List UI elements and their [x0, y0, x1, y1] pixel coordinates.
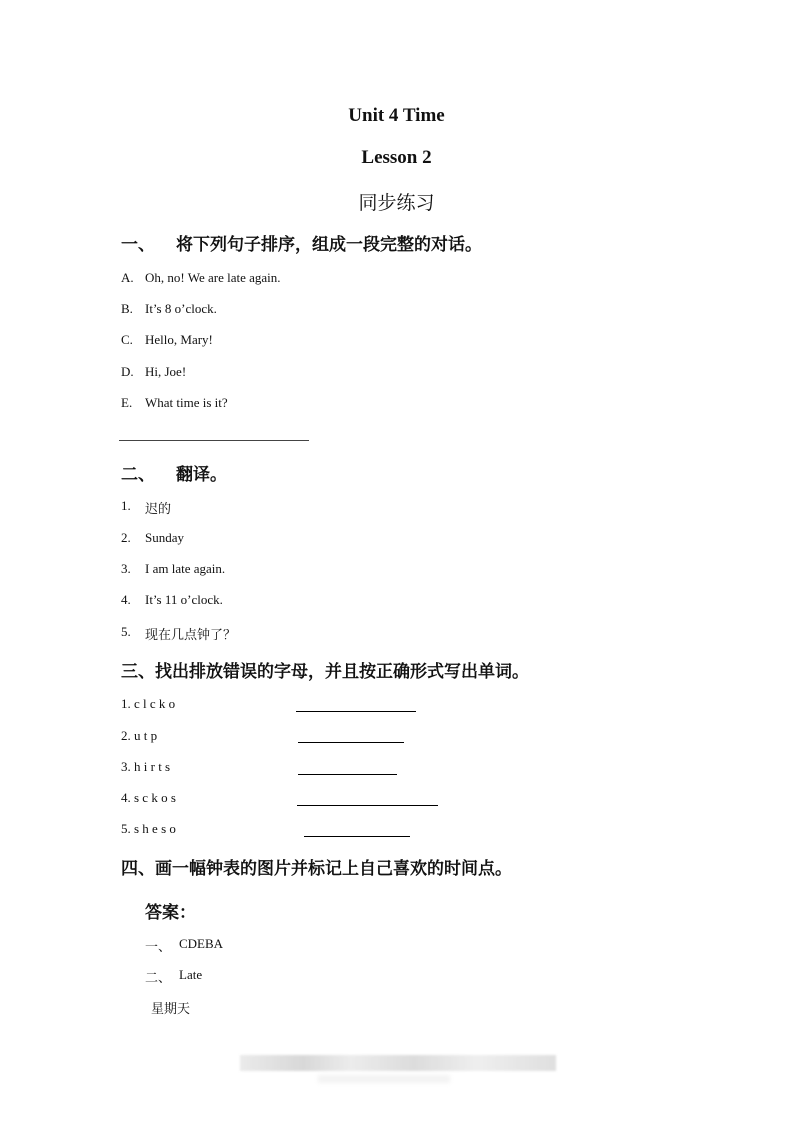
- page-subtitle: 同步练习: [358, 192, 435, 214]
- answers-heading: 答案：: [145, 903, 196, 923]
- answer-line: [145, 936, 224, 955]
- item-label: D.: [121, 364, 134, 379]
- section1-heading: [121, 230, 482, 255]
- answer-number: 二、: [145, 971, 172, 986]
- section3-item: 3. h i r t s: [121, 759, 171, 774]
- section1-number: 一、: [121, 235, 155, 255]
- item-text: Oh, no! We are late again.: [145, 270, 281, 285]
- section3-heading: 三、找出排放错误的字母，并且按正确形式写出单词。: [121, 662, 529, 682]
- item-text: What time is it?: [145, 395, 228, 410]
- answer-blank[interactable]: [298, 742, 404, 743]
- item-text: 现在几点钟了？: [145, 628, 237, 643]
- section1-title: 将下列句子排序，组成一段完整的对话。: [176, 235, 482, 255]
- item-text: It’s 8 o’clock.: [145, 301, 217, 316]
- item-label: E.: [121, 395, 133, 410]
- blurred-footer: [240, 1055, 556, 1071]
- section2-heading: [121, 460, 227, 485]
- section3-item: 4. s c k o s: [121, 790, 176, 805]
- answer-number: 一、: [145, 940, 172, 955]
- item-label: 2.: [121, 530, 131, 545]
- item-label: A.: [121, 270, 134, 285]
- item-text: Sunday: [145, 530, 184, 545]
- blurred-footer-shadow: [318, 1075, 450, 1083]
- item-label: C.: [121, 332, 133, 347]
- answer-blank[interactable]: [297, 805, 438, 806]
- item-text: Hello, Mary!: [145, 332, 213, 347]
- section4-heading: 四、画一幅钟表的图片并标记上自己喜欢的时间点。: [121, 859, 512, 879]
- page-title: Unit 4 Time: [348, 105, 445, 126]
- item-label: 1.: [121, 498, 131, 513]
- section3-item: 5. s h e s o: [121, 821, 176, 836]
- item-label: 5.: [121, 624, 131, 639]
- item-label: 4.: [121, 592, 131, 607]
- section3-item: 1. c l c k o: [121, 696, 176, 711]
- answer-text: CDEBA: [179, 936, 224, 951]
- item-text: I am late again.: [145, 561, 226, 576]
- item-label: B.: [121, 301, 133, 316]
- item-text: Hi, Joe!: [145, 364, 187, 379]
- answer-line: [145, 967, 203, 986]
- section3-item: 2. u t p: [121, 728, 158, 743]
- lesson-title: Lesson 2: [361, 147, 432, 168]
- answer-text: Late: [179, 967, 203, 982]
- section2-number: 二、: [121, 465, 155, 485]
- answer-blank[interactable]: [304, 836, 410, 837]
- answer-line: 星期天: [151, 1002, 191, 1017]
- answer-blank[interactable]: [298, 774, 397, 775]
- item-text: It’s 11 o’clock.: [145, 592, 223, 607]
- answer-blank[interactable]: [296, 711, 416, 712]
- item-text: 迟的: [145, 502, 172, 517]
- section2-title: 翻译。: [176, 465, 227, 485]
- item-label: 3.: [121, 561, 131, 576]
- section1-divider: [119, 440, 309, 441]
